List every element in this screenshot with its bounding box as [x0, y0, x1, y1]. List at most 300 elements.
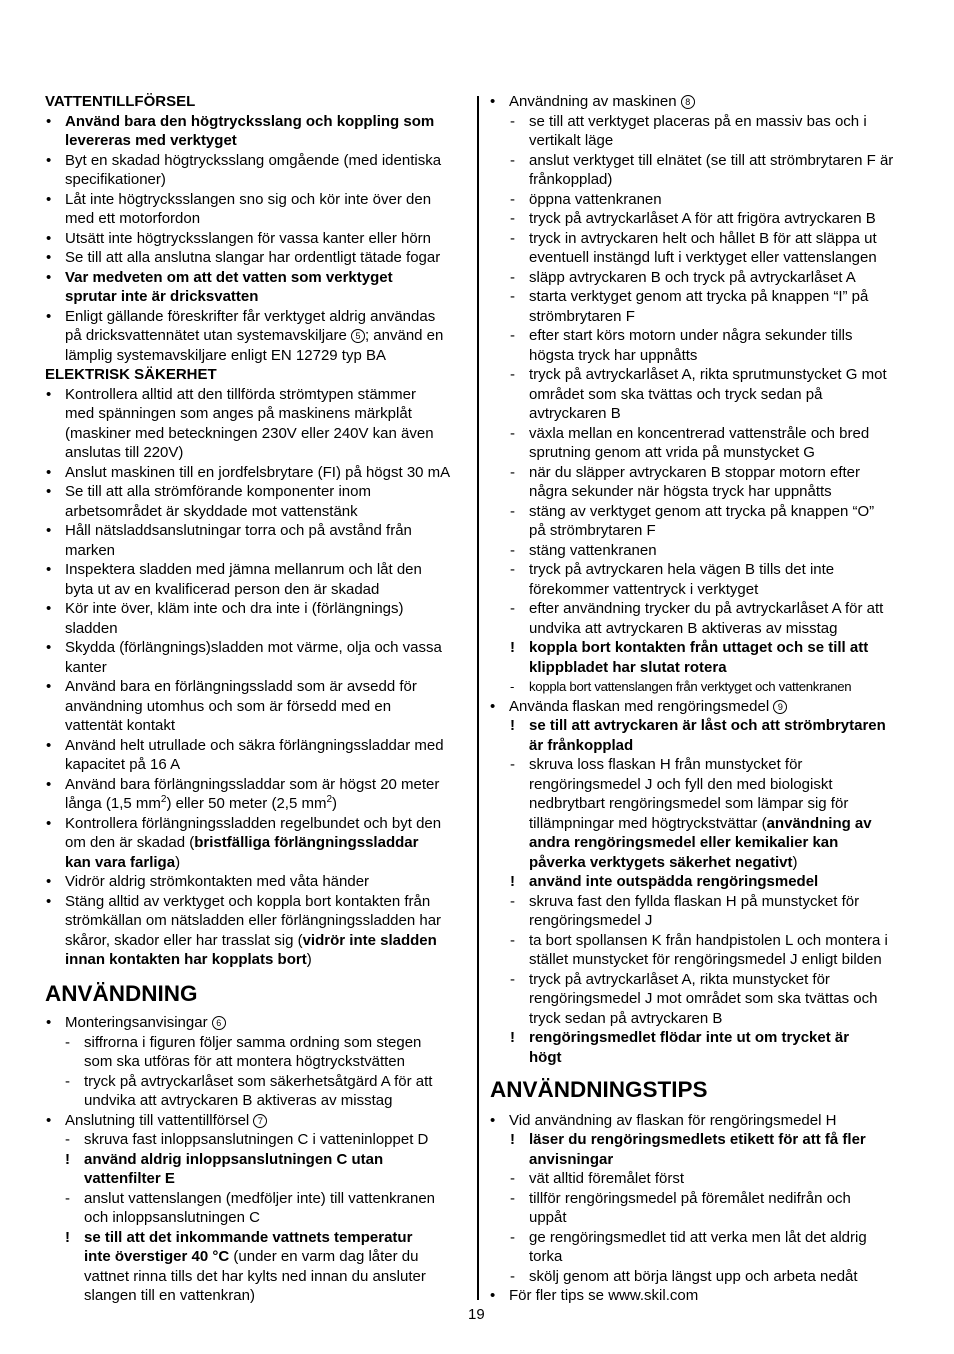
line-text: se till att verktyget placeras på en massiv bas och i	[529, 112, 867, 130]
line-text: rengöringsmedel J	[529, 912, 653, 929]
text-line	[490, 1111, 837, 1131]
text-line	[490, 92, 695, 112]
text-line	[510, 1169, 685, 1189]
warning-marker: !	[65, 1228, 70, 1246]
bullet-marker: •	[46, 112, 52, 130]
warning-marker: !	[510, 639, 515, 656]
text-line	[46, 521, 412, 541]
line-text: kanter	[65, 658, 107, 676]
text-line	[65, 424, 434, 444]
bold-text: se till att det inkommande vattnets temperatur	[84, 1228, 413, 1246]
dash-marker: -	[510, 1267, 515, 1285]
bullet-marker: •	[46, 463, 52, 481]
text-line	[84, 1052, 405, 1072]
line-text: Använd bara en förlängningssladd som är avsedd för	[65, 678, 417, 695]
figure-ref-badge: 7	[253, 1114, 267, 1128]
bold-text: användning av	[766, 814, 872, 832]
line-text: släpp avtryckaren B och tryck på avtryckarlåset A	[529, 268, 856, 286]
text-line	[510, 190, 662, 210]
text-line	[510, 365, 887, 385]
line-text: tryck in avtryckaren helt och hållet B för att släppa ut	[529, 229, 877, 247]
text-line	[65, 1033, 422, 1053]
bold-text: rengöringsmedlet flödar inte ut om trycket är	[529, 1029, 850, 1046]
bold-text: Var medveten om att det vatten som verktyget	[65, 268, 393, 286]
text-line	[46, 560, 422, 580]
line-text: strömbrytaren F	[529, 307, 635, 325]
line-text: Skydda (förlängnings)sladden mot värme, olja och vassa	[65, 639, 442, 656]
line-text: skruva loss flaskan H från munstycket för	[529, 756, 803, 773]
line-text: med spänningen som anges på maskinens märkplåt	[65, 405, 412, 422]
bold-text: innan kontakten har kopplats bort	[65, 951, 307, 968]
bold-text: vattenfilter E	[84, 1170, 175, 1187]
bold-text: sprutar inte är dricksvatten	[65, 288, 259, 305]
line-text: Monteringsanvisingar	[65, 1014, 212, 1031]
dash-marker: -	[510, 463, 515, 481]
line-text: vattentät kontakt	[65, 717, 176, 734]
text-line	[65, 170, 166, 190]
line-text: Vidrör aldrig strömkontakten med våta händer	[65, 873, 370, 890]
dash-marker: -	[510, 190, 515, 208]
text-line	[46, 463, 451, 483]
superscript: 2	[326, 794, 333, 805]
line-text: förekommer vattentryck i verktyget	[529, 580, 759, 598]
bullet-marker: •	[490, 1287, 496, 1304]
text-line	[510, 209, 876, 229]
text-line	[65, 326, 443, 346]
dash-marker: -	[510, 1189, 515, 1207]
line-text: om den är skadad (	[65, 834, 195, 851]
bold-text: Använd bara den högtrycksslang och koppling som	[65, 112, 435, 130]
dash-marker: -	[510, 1228, 515, 1246]
figure-ref-badge: 6	[212, 1016, 226, 1030]
line-text: öppna vattenkranen	[529, 190, 662, 208]
bold-text: använd inte outspädda rengöringsmedel	[529, 873, 819, 890]
line-text: Använd helt utrullade och säkra förlängningssladdar med	[65, 736, 444, 754]
text-line	[529, 307, 635, 327]
text-line	[510, 755, 803, 775]
line-text: siffrorna i figuren följer samma ordning som stegen	[84, 1033, 422, 1051]
text-line	[84, 1208, 260, 1228]
bold-text: kan vara farliga	[65, 853, 176, 871]
line-text: tryck på avtryckarlåset A, rikta munstycket för	[529, 970, 830, 988]
text-line	[529, 1208, 567, 1228]
line-text: )	[332, 795, 338, 812]
text-line	[46, 268, 393, 288]
bold-text: se till att avtryckaren är låst och att strömbrytaren	[529, 717, 886, 734]
text-line	[529, 482, 832, 502]
line-text: på dricksvattennätet utan systemavskiljare	[65, 327, 351, 344]
dash-marker: -	[510, 112, 515, 130]
text-line	[65, 502, 358, 522]
text-line	[65, 541, 115, 561]
text-line	[46, 775, 440, 795]
text-line	[510, 424, 870, 444]
bold-text: anvisningar	[529, 1150, 614, 1168]
line-text: ANVÄNDNING	[45, 981, 198, 1006]
bold-text: använd aldrig inloppsanslutningen C utan	[84, 1150, 384, 1168]
text-line	[65, 1130, 429, 1150]
line-text: torka	[529, 1248, 563, 1265]
dash-marker: -	[510, 970, 515, 988]
text-line	[510, 502, 875, 522]
line-text: (under en varm dag låter du	[229, 1248, 419, 1265]
line-text: slangen till en vattenkran)	[84, 1287, 255, 1304]
text-line	[510, 1028, 850, 1048]
line-text: växla mellan en koncentrerad vattenstråle och bred	[529, 424, 870, 442]
line-text: som ska utföras för att montera högtryckstvätten	[84, 1053, 405, 1070]
text-line	[65, 580, 379, 600]
subsection-heading	[45, 365, 217, 385]
text-line	[46, 482, 371, 502]
dash-marker: -	[510, 561, 515, 578]
line-text: rengöringsmedel J och fyll den med biologiskt	[529, 775, 833, 793]
line-text: VATTENTILLFÖRSEL	[45, 93, 196, 110]
bullet-marker: •	[490, 1111, 496, 1129]
line-text: tryck på avtryckarlåset A för att frigöra avtryckaren B	[529, 210, 876, 227]
bold-text: levereras med verktyget	[65, 132, 237, 149]
bullet-marker: •	[490, 93, 496, 110]
line-text: Se till att alla anslutna slangar har ordentligt tätade fogar	[65, 249, 441, 266]
text-line	[510, 151, 894, 171]
bullet-marker: •	[46, 385, 52, 403]
bullet-marker: •	[46, 873, 52, 890]
superscript: 2	[160, 794, 167, 805]
text-line	[529, 580, 758, 600]
text-line	[529, 1009, 722, 1029]
dash-marker: -	[510, 600, 515, 617]
text-line	[529, 736, 633, 756]
line-text: och inloppsanslutningen C	[84, 1209, 260, 1226]
text-line	[529, 346, 697, 366]
text-line	[46, 307, 436, 327]
line-text: med ett motorfordon	[65, 210, 201, 227]
bold-text: bristfälliga förlängningssladdar	[194, 834, 419, 851]
line-text: undvika att avtryckaren B aktiveras av misstag	[84, 1092, 393, 1109]
bullet-marker: •	[46, 678, 52, 695]
page-number: 19	[468, 1306, 485, 1323]
text-line	[510, 1130, 866, 1150]
dash-marker: -	[510, 424, 515, 442]
dash-marker: -	[65, 1131, 70, 1148]
warning-marker: !	[510, 873, 515, 890]
text-line	[529, 814, 872, 834]
line-text: arbetsområdet är skyddade mot vattenstänk	[65, 502, 358, 520]
text-line	[65, 404, 412, 424]
text-line	[490, 697, 787, 717]
bold-text: är frånkopplad	[529, 736, 634, 754]
text-line	[65, 794, 337, 814]
text-line	[46, 736, 444, 756]
text-line	[65, 1150, 384, 1170]
text-line	[510, 1228, 867, 1248]
line-text: )	[175, 853, 181, 871]
line-text: Användning av maskinen	[509, 93, 681, 110]
line-text: området som ska tvättas och tryck sedan på	[529, 385, 823, 403]
line-text: på strömbrytaren F	[529, 522, 656, 539]
line-text: ge rengöringsmedlet tid att verka men låt det aldrig	[529, 1228, 867, 1246]
bullet-marker: •	[46, 249, 52, 266]
text-line	[529, 521, 656, 541]
line-text: tillför rengöringsmedel på föremålet nedifrån och	[529, 1189, 851, 1207]
dash-marker: -	[510, 931, 515, 949]
bold-text: läser du rengöringsmedlets etikett för att få fler	[529, 1131, 866, 1148]
text-line	[529, 794, 848, 814]
text-line	[510, 1189, 851, 1209]
text-line	[529, 170, 612, 190]
text-line	[65, 833, 418, 853]
text-line	[529, 950, 882, 970]
dash-marker: -	[65, 1189, 70, 1207]
text-line	[510, 112, 867, 132]
text-line	[65, 1228, 413, 1248]
dash-marker: -	[510, 288, 515, 305]
line-text: skölj genom att börja längst upp och arbeta nedåt	[529, 1267, 858, 1285]
line-text: strömkällan om nätsladden eller förlängningssladden har	[65, 912, 442, 929]
text-line	[529, 658, 727, 678]
line-text: långa (1,5 mm	[65, 795, 161, 812]
text-line	[84, 1091, 392, 1111]
text-line	[510, 541, 657, 561]
figure-ref-badge: 5	[351, 329, 365, 343]
bullet-marker: •	[46, 1111, 52, 1129]
dash-marker: -	[510, 756, 515, 773]
bullet-marker: •	[46, 307, 52, 325]
line-text: sladden	[65, 619, 118, 637]
line-text: skruva fast den fyllda flaskan H på munstycket för	[529, 892, 860, 910]
text-line	[510, 463, 860, 483]
text-line	[46, 229, 432, 249]
bold-text: högt	[529, 1048, 562, 1066]
text-line	[46, 677, 417, 697]
text-line	[529, 833, 838, 853]
text-line	[510, 1267, 858, 1287]
text-line	[84, 1169, 175, 1189]
line-text: Byt en skadad högtrycksslang omgående (med identiska	[65, 151, 442, 169]
text-line	[84, 1247, 419, 1267]
text-line	[529, 775, 833, 795]
line-text: Låt inte högtrycksslangen sno sig och kör inte över den	[65, 190, 432, 208]
warning-marker: !	[510, 717, 515, 734]
text-line	[46, 892, 431, 912]
text-line	[529, 404, 621, 424]
dash-marker: -	[510, 541, 515, 559]
bullet-marker: •	[46, 892, 52, 910]
line-text: Kontrollera alltid att den tillförda strömtypen stämmer	[65, 385, 416, 403]
warning-marker: !	[510, 1029, 515, 1046]
text-line	[529, 853, 797, 873]
bullet-marker: •	[46, 814, 52, 832]
bullet-marker: •	[46, 1014, 52, 1031]
text-line	[510, 970, 830, 990]
text-line	[529, 911, 652, 931]
text-line	[65, 697, 391, 717]
text-line	[84, 1286, 255, 1306]
dash-marker: -	[510, 151, 515, 169]
figure-ref-badge: 9	[773, 700, 787, 714]
dash-marker: -	[510, 502, 515, 520]
line-text: högsta tryck har uppnåtts	[529, 346, 698, 364]
line-text: tryck på avtryckarlåset som säkerhetsåtgärd A för att	[84, 1072, 433, 1090]
dash-marker: -	[65, 1072, 70, 1090]
line-text: sprutning genom att vrida på munstycket G	[529, 444, 815, 461]
text-line	[46, 112, 435, 132]
line-text: Enligt gällande föreskrifter får verktyget aldrig användas	[65, 307, 436, 325]
line-text: tillämpningar med högtryckstvättar (	[529, 814, 767, 832]
line-text: Håll nätsladdsanslutningar torra och på avstånd från	[65, 522, 412, 539]
line-text: tryck sedan på avtryckaren B	[529, 1009, 723, 1027]
text-line	[46, 151, 442, 171]
section-heading	[45, 980, 198, 1008]
text-line	[490, 1286, 699, 1306]
bold-text: klippbladet har slutat rotera	[529, 658, 727, 676]
text-line	[510, 229, 877, 249]
line-text: vertikalt läge	[529, 132, 614, 149]
bold-text: vidrör inte sladden	[302, 931, 437, 949]
bullet-marker: •	[490, 697, 496, 715]
text-line	[46, 385, 416, 405]
text-line	[65, 853, 180, 873]
line-text: Vid användning av flaskan för rengöringsmedel H	[509, 1111, 837, 1129]
line-text: ANVÄNDNINGSTIPS	[490, 1077, 708, 1102]
line-text: Använd bara förlängningssladdar som är högst 20 meter	[65, 775, 440, 793]
line-text: avtryckaren B	[529, 405, 621, 422]
text-line	[46, 1013, 226, 1033]
line-text: specifikationer)	[65, 171, 166, 188]
line-text: Utsätt inte högtrycksslangen för vassa kanter eller hörn	[65, 229, 432, 247]
text-line	[46, 248, 441, 268]
bullet-marker: •	[46, 775, 52, 793]
line-text: eventuell instängd luft i verktyget eller vattenslangen	[529, 249, 877, 266]
text-line	[510, 599, 884, 619]
line-text: marken	[65, 541, 116, 559]
line-text: Anslut maskinen till en jordfelsbrytare (FI) på högst 30 mA	[65, 463, 451, 481]
line-text: vattnet rinna tills det har kylts ned innan du ansluter	[84, 1267, 426, 1285]
text-line	[65, 346, 386, 366]
text-line	[65, 931, 437, 951]
line-text: några sekunder när högsta tryck har uppnåtts	[529, 483, 832, 500]
dash-marker: -	[510, 366, 515, 383]
line-text: skruva fast inloppsanslutningen C i vatteninloppet D	[84, 1131, 429, 1148]
line-text: Inspektera sladden med jämna mellanrum och låt den	[65, 561, 422, 578]
text-line	[65, 755, 180, 775]
bullet-marker: •	[46, 736, 52, 754]
text-line	[529, 248, 877, 268]
bullet-marker: •	[46, 229, 52, 247]
text-line	[510, 677, 852, 697]
line-text: Använda flaskan med rengöringsmedel	[509, 697, 774, 715]
bold-text: påverka verktygets säkerhet negativt	[529, 853, 793, 871]
line-text: kapacitet på 16 A	[65, 756, 181, 773]
line-text: ta bort spollansen K från handpistolen L och montera i	[529, 931, 888, 949]
line-text: användning utomhus och som är försedd med en	[65, 697, 392, 715]
line-text: efter användning trycker du på avtryckarlåset A för att	[529, 600, 884, 617]
line-text: anslutas till 220V)	[65, 444, 184, 461]
line-text: koppla bort vattenslangen från verktyget och vattenkranen	[529, 679, 852, 694]
bullet-marker: •	[46, 639, 52, 656]
text-line	[65, 619, 118, 639]
section-heading	[490, 1076, 708, 1104]
line-text: starta verktyget genom att trycka på knappen “I” på	[529, 288, 869, 305]
text-line	[529, 131, 613, 151]
text-line	[510, 931, 888, 951]
line-text: stället munstycket för rengöringsmedel J enligt bilden	[529, 951, 882, 968]
text-line	[46, 814, 442, 834]
line-text: undvika att avtryckaren B aktiveras av misstag	[529, 619, 838, 637]
text-line	[529, 989, 878, 1009]
text-line	[65, 443, 183, 463]
line-text: ELEKTRISK SÄKERHET	[45, 366, 217, 383]
text-line	[510, 638, 869, 658]
line-text: )	[792, 853, 798, 871]
line-text: stäng av verktyget genom att trycka på knappen “O”	[529, 502, 875, 520]
line-text: när du släpper avtryckaren B stoppar motorn efter	[529, 463, 860, 481]
text-line	[46, 872, 370, 892]
line-text: Stäng alltid av verktyget och koppla bort kontakten från	[65, 892, 431, 910]
line-text: Anslutning till vattentillförsel	[65, 1111, 254, 1129]
subsection-heading	[45, 92, 195, 112]
line-text: anslut verktyget till elnätet (se till att strömbrytaren F är	[529, 151, 894, 169]
line-text: lämplig systemavskiljare enligt EN 12729 typ BA	[65, 346, 386, 364]
column-divider	[477, 96, 479, 1300]
line-text: (maskiner med beteckningen 230V eller 240V kan även	[65, 424, 434, 442]
line-text: Se till att alla strömförande komponenter inom	[65, 483, 371, 500]
bullet-marker: •	[46, 600, 52, 617]
text-line	[510, 287, 869, 307]
bold-text: andra rengöringsmedel eller kemikalier kan	[529, 834, 839, 851]
line-text: ) eller 50 meter (2,5 mm	[166, 795, 327, 812]
warning-marker: !	[65, 1150, 70, 1168]
dash-marker: -	[510, 268, 515, 286]
text-line	[65, 1072, 433, 1092]
text-line	[510, 872, 819, 892]
line-text: tryck på avtryckaren hela vägen B tills det inte	[529, 561, 835, 578]
text-line	[46, 190, 432, 210]
text-line	[65, 911, 441, 931]
text-line	[510, 892, 860, 912]
text-line	[65, 131, 237, 151]
dash-marker: -	[510, 1170, 515, 1187]
line-text: efter start körs motorn under några sekunder tills	[529, 327, 853, 344]
text-line	[529, 385, 822, 405]
line-text: frånkopplad)	[529, 171, 613, 188]
dash-marker: -	[510, 210, 515, 227]
text-line	[65, 716, 175, 736]
text-line	[65, 950, 312, 970]
bullet-marker: •	[46, 268, 52, 286]
text-line	[510, 268, 856, 288]
dash-marker: -	[65, 1033, 70, 1051]
text-line	[65, 287, 258, 307]
text-line	[529, 619, 837, 639]
line-text: Kör inte över, kläm inte och dra inte i (förlängnings)	[65, 600, 404, 617]
text-line	[65, 658, 107, 678]
bullet-marker: •	[46, 522, 52, 539]
text-line	[46, 638, 442, 658]
text-line	[510, 560, 835, 580]
text-line	[65, 209, 200, 229]
line-text: vät alltid föremålet först	[529, 1170, 685, 1187]
text-line	[529, 1247, 562, 1267]
line-text: uppåt	[529, 1209, 567, 1226]
text-line	[529, 1150, 613, 1170]
bullet-marker: •	[46, 151, 52, 169]
text-line	[529, 443, 815, 463]
line-text: stäng vattenkranen	[529, 541, 657, 559]
line-text: rengöringsmedel J mot området som ska tvättas och	[529, 990, 878, 1007]
line-text: anslut vattenslangen (medföljer inte) till vattenkranen	[84, 1189, 436, 1207]
bullet-marker: •	[46, 190, 52, 208]
line-text: byta ut av en kvalificerad person den är skadad	[65, 580, 380, 598]
